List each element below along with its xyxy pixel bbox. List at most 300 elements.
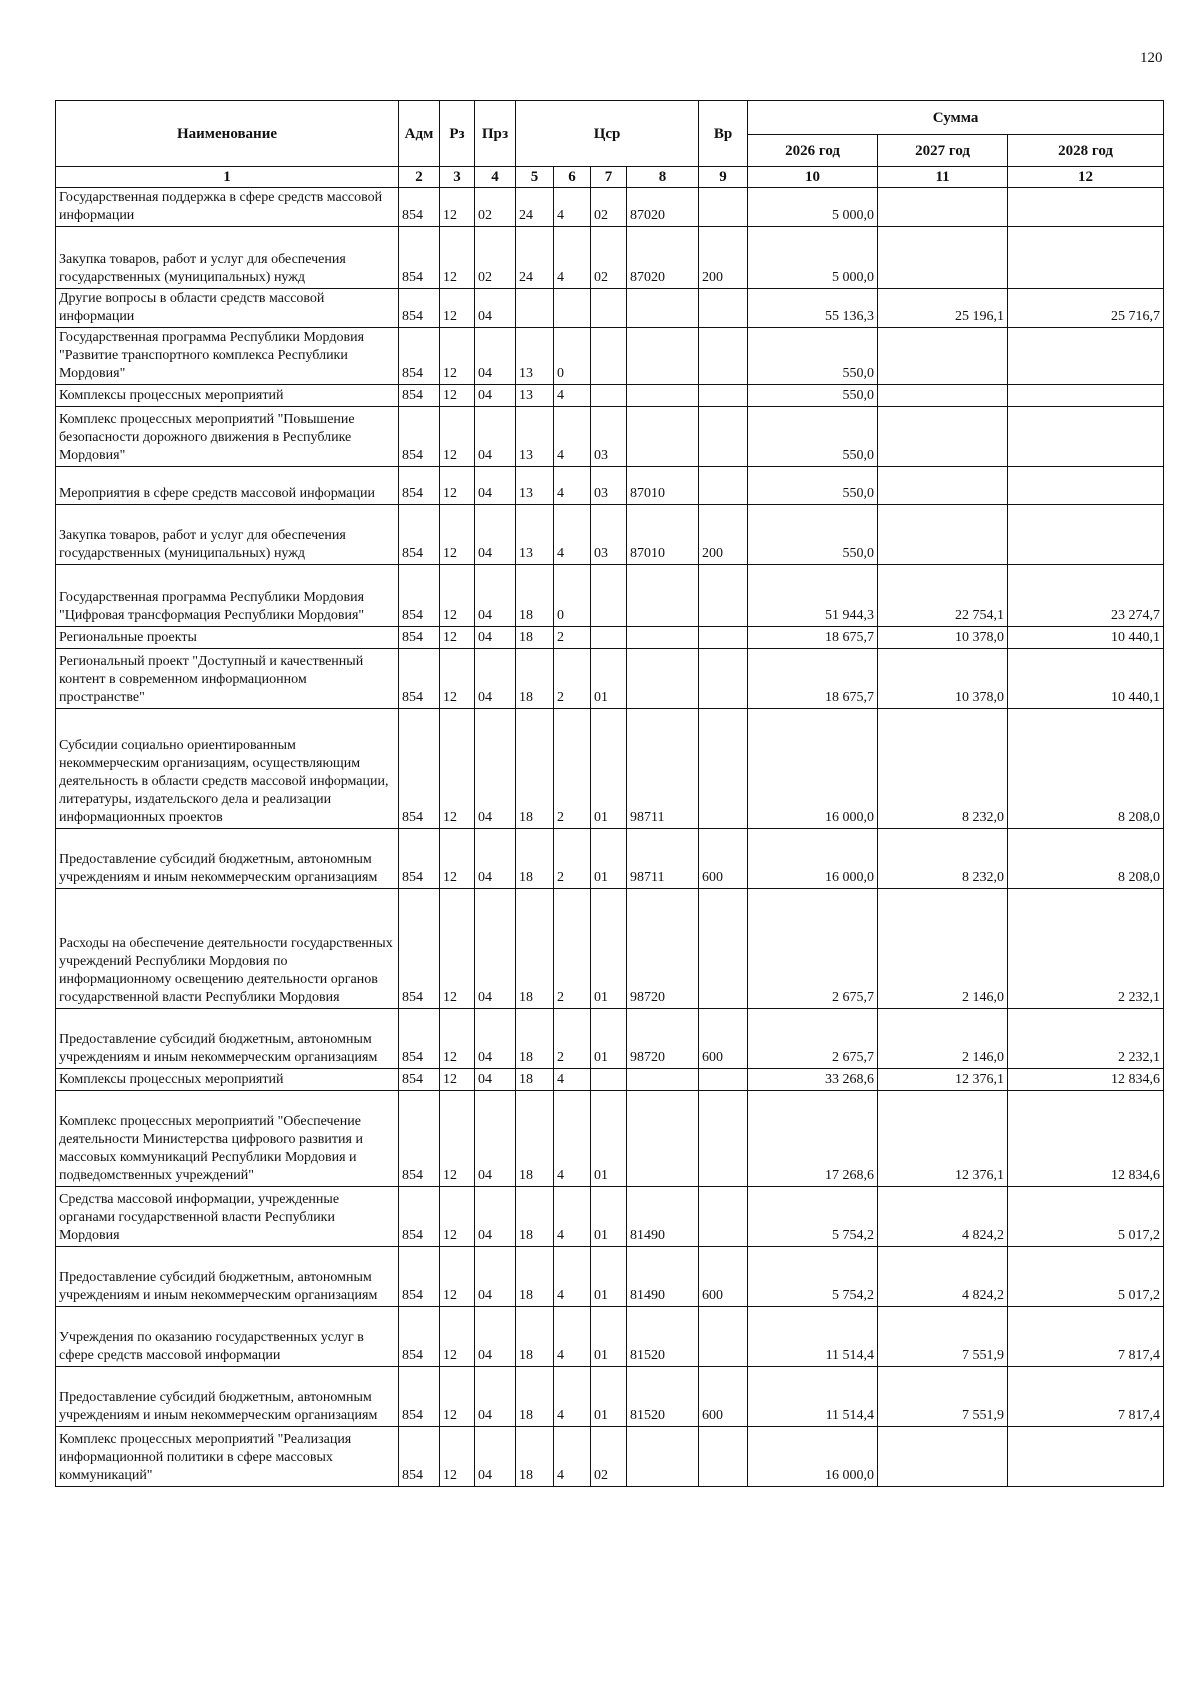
csr-part-7: 03 [591, 505, 627, 565]
column-number: 9 [699, 167, 748, 188]
amount-2027 [878, 505, 1008, 565]
table-row [56, 565, 1164, 627]
amount-2026: 550,0 [748, 505, 878, 565]
amount-2027 [878, 467, 1008, 505]
csr-part-8 [627, 649, 699, 709]
table-row [56, 1009, 1164, 1069]
header-prz: Прз [475, 101, 516, 167]
vr-code [699, 188, 748, 227]
csr-part-6: 0 [554, 565, 591, 627]
amount-2028 [1008, 188, 1164, 227]
table-row [56, 1247, 1164, 1307]
csr-part-6: 4 [554, 1367, 591, 1427]
vr-code [699, 1187, 748, 1247]
adm-code: 854 [399, 467, 440, 505]
column-number: 1 [56, 167, 399, 188]
prz-code: 04 [475, 565, 516, 627]
rz-code: 12 [440, 1187, 475, 1247]
table-row [56, 1367, 1164, 1427]
csr-part-8: 87010 [627, 505, 699, 565]
rz-code: 12 [440, 1307, 475, 1367]
csr-part-7: 02 [591, 188, 627, 227]
csr-part-6: 4 [554, 467, 591, 505]
vr-code [699, 328, 748, 385]
amount-2027: 8 232,0 [878, 829, 1008, 889]
csr-part-7: 01 [591, 1367, 627, 1427]
csr-part-8 [627, 1091, 699, 1187]
table-row [56, 627, 1164, 649]
rz-code: 12 [440, 1009, 475, 1069]
row-name: Предоставление субсидий бюджетным, автономным учреждениям и иным некоммерческим организациям [56, 829, 399, 889]
amount-2028: 5 017,2 [1008, 1187, 1164, 1247]
table-row [56, 1091, 1164, 1187]
adm-code: 854 [399, 1247, 440, 1307]
amount-2026: 550,0 [748, 407, 878, 467]
csr-part-5 [516, 289, 554, 328]
column-number: 12 [1008, 167, 1164, 188]
header-year-2028: 2028 год [1008, 135, 1164, 167]
column-number: 10 [748, 167, 878, 188]
adm-code: 854 [399, 385, 440, 407]
csr-part-8 [627, 407, 699, 467]
row-name: Государственная поддержка в сфере средств массовой информации [56, 188, 399, 227]
table-row [56, 385, 1164, 407]
amount-2028 [1008, 385, 1164, 407]
csr-part-7: 01 [591, 649, 627, 709]
row-name: Расходы на обеспечение деятельности государственных учреждений Республики Мордовия по информационному освещению деятельности органов государственной власти Республики Мордовия [56, 889, 399, 1009]
csr-part-7: 01 [591, 829, 627, 889]
amount-2027: 12 376,1 [878, 1069, 1008, 1091]
vr-code [699, 1069, 748, 1091]
row-name: Предоставление субсидий бюджетным, автономным учреждениям и иным некоммерческим организациям [56, 1247, 399, 1307]
adm-code: 854 [399, 889, 440, 1009]
column-number: 2 [399, 167, 440, 188]
amount-2026: 17 268,6 [748, 1091, 878, 1187]
csr-part-7: 01 [591, 1187, 627, 1247]
amount-2028 [1008, 505, 1164, 565]
row-name: Комплекс процессных мероприятий "Реализация информационной политики в сфере массовых коммуникаций" [56, 1427, 399, 1487]
amount-2028: 12 834,6 [1008, 1091, 1164, 1187]
prz-code: 04 [475, 1009, 516, 1069]
amount-2026: 5 754,2 [748, 1187, 878, 1247]
prz-code: 04 [475, 1247, 516, 1307]
amount-2028: 2 232,1 [1008, 1009, 1164, 1069]
csr-part-5: 24 [516, 188, 554, 227]
amount-2027 [878, 1427, 1008, 1487]
rz-code: 12 [440, 1069, 475, 1091]
amount-2026: 5 000,0 [748, 227, 878, 289]
csr-part-8: 81520 [627, 1307, 699, 1367]
adm-code: 854 [399, 1091, 440, 1187]
row-name: Учреждения по оказанию государственных услуг в сфере средств массовой информации [56, 1307, 399, 1367]
csr-part-5: 18 [516, 1009, 554, 1069]
amount-2027: 22 754,1 [878, 565, 1008, 627]
row-name: Региональные проекты [56, 627, 399, 649]
csr-part-7: 03 [591, 407, 627, 467]
vr-code: 600 [699, 1367, 748, 1427]
csr-part-6: 4 [554, 1307, 591, 1367]
csr-part-6: 4 [554, 1069, 591, 1091]
amount-2027: 10 378,0 [878, 627, 1008, 649]
header-name: Наименование [56, 101, 399, 167]
csr-part-5: 18 [516, 829, 554, 889]
prz-code: 04 [475, 1091, 516, 1187]
amount-2027: 8 232,0 [878, 709, 1008, 829]
amount-2028: 2 232,1 [1008, 889, 1164, 1009]
csr-part-8 [627, 1427, 699, 1487]
amount-2026: 33 268,6 [748, 1069, 878, 1091]
table-row [56, 709, 1164, 829]
column-number: 4 [475, 167, 516, 188]
amount-2026: 16 000,0 [748, 829, 878, 889]
column-number: 6 [554, 167, 591, 188]
vr-code [699, 385, 748, 407]
vr-code [699, 407, 748, 467]
csr-part-6: 2 [554, 649, 591, 709]
amount-2027: 12 376,1 [878, 1091, 1008, 1187]
csr-part-5: 13 [516, 385, 554, 407]
amount-2027: 7 551,9 [878, 1307, 1008, 1367]
amount-2027 [878, 227, 1008, 289]
amount-2026: 18 675,7 [748, 627, 878, 649]
column-number-row [56, 167, 1164, 188]
csr-part-5: 18 [516, 709, 554, 829]
amount-2027 [878, 328, 1008, 385]
table-body [56, 188, 1164, 1487]
adm-code: 854 [399, 829, 440, 889]
csr-part-8: 81520 [627, 1367, 699, 1427]
row-name: Государственная программа Республики Мордовия "Цифровая трансформация Республики Мордовия" [56, 565, 399, 627]
table-row [56, 227, 1164, 289]
amount-2026: 550,0 [748, 467, 878, 505]
header-rz: Рз [440, 101, 475, 167]
amount-2026: 11 514,4 [748, 1307, 878, 1367]
rz-code: 12 [440, 1091, 475, 1187]
prz-code: 02 [475, 188, 516, 227]
csr-part-5: 18 [516, 627, 554, 649]
amount-2027: 7 551,9 [878, 1367, 1008, 1427]
adm-code: 854 [399, 565, 440, 627]
csr-part-7: 02 [591, 1427, 627, 1487]
csr-part-6: 2 [554, 709, 591, 829]
rz-code: 12 [440, 889, 475, 1009]
amount-2028: 10 440,1 [1008, 627, 1164, 649]
csr-part-7 [591, 328, 627, 385]
row-name: Комплексы процессных мероприятий [56, 1069, 399, 1091]
csr-part-6: 4 [554, 1427, 591, 1487]
prz-code: 04 [475, 1187, 516, 1247]
vr-code [699, 649, 748, 709]
csr-part-5: 13 [516, 505, 554, 565]
adm-code: 854 [399, 328, 440, 385]
column-number: 11 [878, 167, 1008, 188]
rz-code: 12 [440, 1247, 475, 1307]
csr-part-6: 4 [554, 188, 591, 227]
amount-2027 [878, 385, 1008, 407]
header-vr: Вр [699, 101, 748, 167]
csr-part-8: 98711 [627, 709, 699, 829]
rz-code: 12 [440, 328, 475, 385]
amount-2026: 55 136,3 [748, 289, 878, 328]
csr-part-8: 87010 [627, 467, 699, 505]
amount-2027: 4 824,2 [878, 1187, 1008, 1247]
csr-part-7: 03 [591, 467, 627, 505]
amount-2026: 550,0 [748, 385, 878, 407]
table-row [56, 1187, 1164, 1247]
csr-part-7: 01 [591, 1307, 627, 1367]
amount-2028: 8 208,0 [1008, 709, 1164, 829]
adm-code: 854 [399, 627, 440, 649]
header-sum: Сумма [748, 101, 1164, 135]
amount-2026: 5 754,2 [748, 1247, 878, 1307]
row-name: Предоставление субсидий бюджетным, автономным учреждениям и иным некоммерческим организациям [56, 1009, 399, 1069]
vr-code [699, 889, 748, 1009]
csr-part-7 [591, 385, 627, 407]
csr-part-7: 01 [591, 889, 627, 1009]
csr-part-8 [627, 565, 699, 627]
csr-part-8: 81490 [627, 1187, 699, 1247]
table-row [56, 1307, 1164, 1367]
table-row [56, 289, 1164, 328]
vr-code: 600 [699, 1009, 748, 1069]
csr-part-5: 18 [516, 1427, 554, 1487]
prz-code: 04 [475, 407, 516, 467]
adm-code: 854 [399, 1367, 440, 1427]
csr-part-8: 98720 [627, 889, 699, 1009]
csr-part-7: 01 [591, 1247, 627, 1307]
table-row [56, 505, 1164, 565]
amount-2027 [878, 407, 1008, 467]
budget-table [55, 100, 1164, 1487]
prz-code: 04 [475, 649, 516, 709]
csr-part-6: 4 [554, 227, 591, 289]
row-name: Средства массовой информации, учрежденные органами государственной власти Республики Мордовия [56, 1187, 399, 1247]
table-row [56, 407, 1164, 467]
row-name: Предоставление субсидий бюджетным, автономным учреждениям и иным некоммерческим организациям [56, 1367, 399, 1427]
csr-part-8 [627, 1069, 699, 1091]
header-adm: Адм [399, 101, 440, 167]
csr-part-6: 2 [554, 627, 591, 649]
csr-part-5: 18 [516, 1091, 554, 1187]
csr-part-5: 13 [516, 467, 554, 505]
row-name: Комплекс процессных мероприятий "Повышение безопасности дорожного движения в Республике Мордовия" [56, 407, 399, 467]
vr-code [699, 627, 748, 649]
table-row [56, 889, 1164, 1009]
amount-2028: 8 208,0 [1008, 829, 1164, 889]
header-year-2026: 2026 год [748, 135, 878, 167]
prz-code: 04 [475, 627, 516, 649]
rz-code: 12 [440, 627, 475, 649]
amount-2028 [1008, 328, 1164, 385]
csr-part-8: 98720 [627, 1009, 699, 1069]
adm-code: 854 [399, 1187, 440, 1247]
csr-part-6: 2 [554, 889, 591, 1009]
table-row [56, 1427, 1164, 1487]
table-row [56, 467, 1164, 505]
prz-code: 04 [475, 1307, 516, 1367]
adm-code: 854 [399, 188, 440, 227]
vr-code [699, 709, 748, 829]
table-row [56, 829, 1164, 889]
prz-code: 04 [475, 1069, 516, 1091]
amount-2027: 4 824,2 [878, 1247, 1008, 1307]
vr-code [699, 1307, 748, 1367]
csr-part-5: 18 [516, 1367, 554, 1427]
column-number: 3 [440, 167, 475, 188]
adm-code: 854 [399, 1009, 440, 1069]
amount-2027: 2 146,0 [878, 889, 1008, 1009]
vr-code [699, 467, 748, 505]
csr-part-7: 01 [591, 1091, 627, 1187]
adm-code: 854 [399, 227, 440, 289]
csr-part-6: 4 [554, 1187, 591, 1247]
adm-code: 854 [399, 1069, 440, 1091]
amount-2028: 12 834,6 [1008, 1069, 1164, 1091]
vr-code: 600 [699, 1247, 748, 1307]
rz-code: 12 [440, 649, 475, 709]
rz-code: 12 [440, 1367, 475, 1427]
csr-part-8 [627, 328, 699, 385]
page-number: 120 [1140, 50, 1163, 66]
row-name: Закупка товаров, работ и услуг для обеспечения государственных (муниципальных) нужд [56, 227, 399, 289]
amount-2028: 23 274,7 [1008, 565, 1164, 627]
vr-code [699, 1091, 748, 1187]
prz-code: 04 [475, 505, 516, 565]
column-number: 7 [591, 167, 627, 188]
csr-part-8 [627, 385, 699, 407]
header-csr: Цср [516, 101, 699, 167]
table-row [56, 328, 1164, 385]
adm-code: 854 [399, 407, 440, 467]
csr-part-6 [554, 289, 591, 328]
csr-part-6: 4 [554, 385, 591, 407]
csr-part-7 [591, 565, 627, 627]
csr-part-8: 87020 [627, 188, 699, 227]
csr-part-6: 4 [554, 1091, 591, 1187]
rz-code: 12 [440, 227, 475, 289]
csr-part-5: 18 [516, 1069, 554, 1091]
csr-part-6: 4 [554, 407, 591, 467]
csr-part-5: 18 [516, 565, 554, 627]
prz-code: 04 [475, 889, 516, 1009]
amount-2028: 5 017,2 [1008, 1247, 1164, 1307]
csr-part-6: 0 [554, 328, 591, 385]
rz-code: 12 [440, 385, 475, 407]
vr-code [699, 565, 748, 627]
amount-2027: 10 378,0 [878, 649, 1008, 709]
csr-part-5: 13 [516, 407, 554, 467]
amount-2028 [1008, 467, 1164, 505]
amount-2027: 2 146,0 [878, 1009, 1008, 1069]
csr-part-5: 18 [516, 649, 554, 709]
csr-part-7 [591, 289, 627, 328]
row-name: Закупка товаров, работ и услуг для обеспечения государственных (муниципальных) нужд [56, 505, 399, 565]
csr-part-8 [627, 627, 699, 649]
adm-code: 854 [399, 649, 440, 709]
prz-code: 04 [475, 829, 516, 889]
csr-part-5: 24 [516, 227, 554, 289]
prz-code: 04 [475, 467, 516, 505]
amount-2028: 7 817,4 [1008, 1367, 1164, 1427]
prz-code: 04 [475, 1427, 516, 1487]
csr-part-8 [627, 289, 699, 328]
prz-code: 04 [475, 1367, 516, 1427]
csr-part-8: 87020 [627, 227, 699, 289]
prz-code: 04 [475, 709, 516, 829]
amount-2026: 2 675,7 [748, 889, 878, 1009]
amount-2028: 7 817,4 [1008, 1307, 1164, 1367]
csr-part-6: 2 [554, 1009, 591, 1069]
row-name: Комплексы процессных мероприятий [56, 385, 399, 407]
csr-part-7: 01 [591, 1009, 627, 1069]
csr-part-8: 81490 [627, 1247, 699, 1307]
amount-2027 [878, 188, 1008, 227]
rz-code: 12 [440, 709, 475, 829]
csr-part-8: 98711 [627, 829, 699, 889]
prz-code: 04 [475, 289, 516, 328]
amount-2028 [1008, 227, 1164, 289]
rz-code: 12 [440, 188, 475, 227]
adm-code: 854 [399, 709, 440, 829]
prz-code: 04 [475, 328, 516, 385]
csr-part-6: 4 [554, 1247, 591, 1307]
amount-2026: 550,0 [748, 328, 878, 385]
csr-part-5: 13 [516, 328, 554, 385]
row-name: Государственная программа Республики Мордовия "Развитие транспортного комплекса Республики Мордовия" [56, 328, 399, 385]
csr-part-5: 18 [516, 889, 554, 1009]
csr-part-5: 18 [516, 1187, 554, 1247]
amount-2028 [1008, 407, 1164, 467]
amount-2026: 51 944,3 [748, 565, 878, 627]
vr-code [699, 289, 748, 328]
amount-2028 [1008, 1427, 1164, 1487]
amount-2026: 16 000,0 [748, 709, 878, 829]
rz-code: 12 [440, 467, 475, 505]
row-name: Комплекс процессных мероприятий "Обеспечение деятельности Министерства цифрового развития и массовых коммуникаций Республики Мордовия и подведомственных учреждений" [56, 1091, 399, 1187]
row-name: Мероприятия в сфере средств массовой информации [56, 467, 399, 505]
amount-2027: 25 196,1 [878, 289, 1008, 328]
rz-code: 12 [440, 407, 475, 467]
vr-code [699, 1427, 748, 1487]
header-year-2027: 2027 год [878, 135, 1008, 167]
row-name: Другие вопросы в области средств массовой информации [56, 289, 399, 328]
csr-part-5: 18 [516, 1247, 554, 1307]
prz-code: 02 [475, 227, 516, 289]
amount-2026: 18 675,7 [748, 649, 878, 709]
rz-code: 12 [440, 829, 475, 889]
prz-code: 04 [475, 385, 516, 407]
adm-code: 854 [399, 1427, 440, 1487]
adm-code: 854 [399, 289, 440, 328]
rz-code: 12 [440, 565, 475, 627]
table-row [56, 1069, 1164, 1091]
amount-2028: 10 440,1 [1008, 649, 1164, 709]
vr-code: 200 [699, 227, 748, 289]
table-row [56, 188, 1164, 227]
adm-code: 854 [399, 1307, 440, 1367]
amount-2026: 16 000,0 [748, 1427, 878, 1487]
column-number: 5 [516, 167, 554, 188]
csr-part-5: 18 [516, 1307, 554, 1367]
rz-code: 12 [440, 505, 475, 565]
csr-part-6: 4 [554, 505, 591, 565]
adm-code: 854 [399, 505, 440, 565]
rz-code: 12 [440, 1427, 475, 1487]
csr-part-7: 01 [591, 709, 627, 829]
column-number: 8 [627, 167, 699, 188]
amount-2028: 25 716,7 [1008, 289, 1164, 328]
csr-part-7 [591, 1069, 627, 1091]
